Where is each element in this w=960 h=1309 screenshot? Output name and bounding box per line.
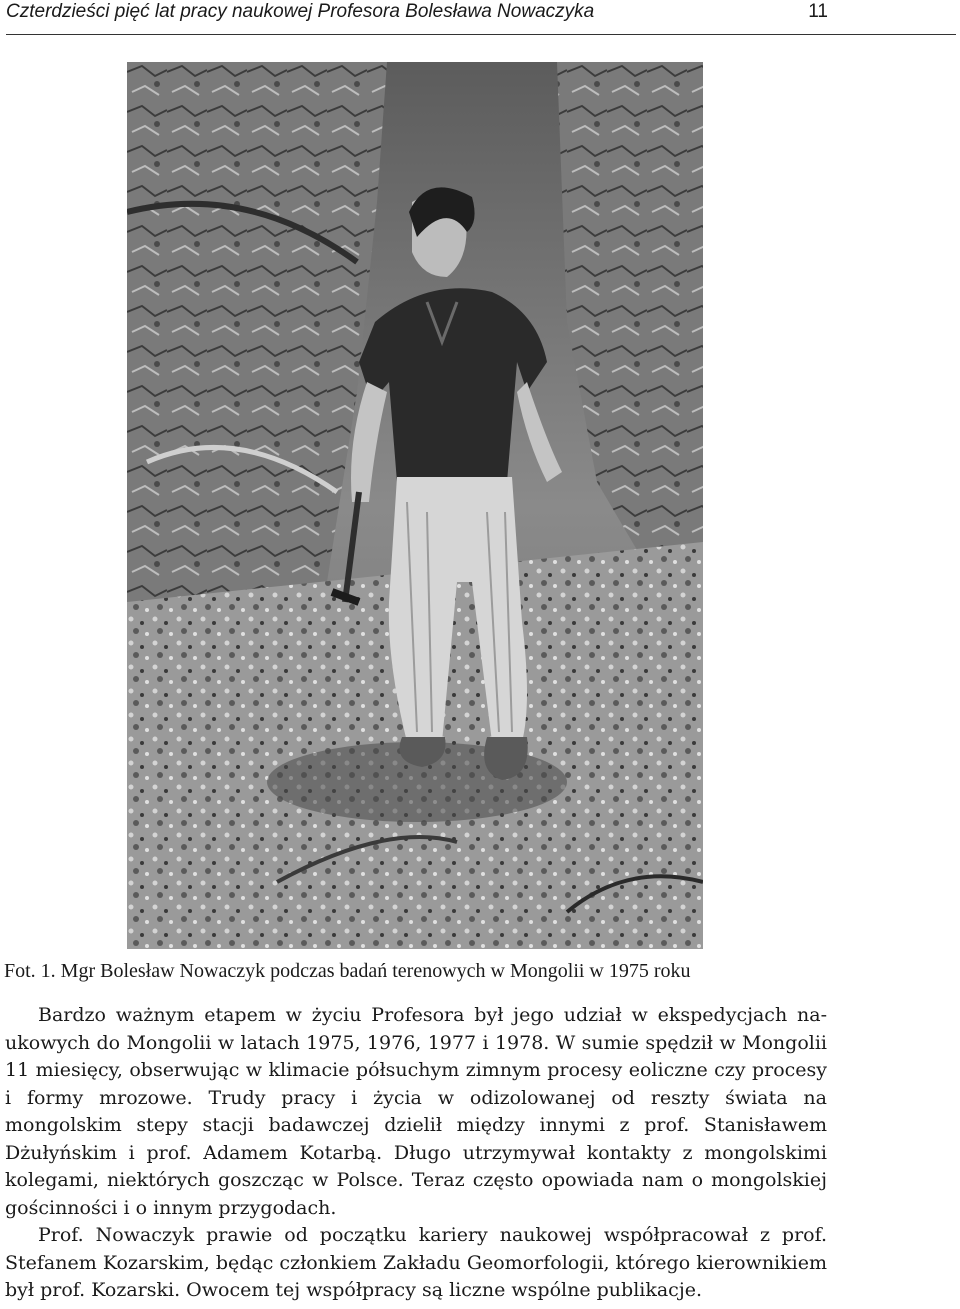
photo-man-with-hammer-icon bbox=[127, 62, 703, 949]
header-rule bbox=[6, 34, 956, 35]
photograph bbox=[127, 62, 703, 949]
page-number: 11 bbox=[808, 1, 828, 22]
photo-caption: Fot. 1. Mgr Bolesław Nowaczyk podczas badań terenowych w Mongolii w 1975 roku bbox=[4, 960, 691, 982]
paragraph: Bardzo ważnym etapem w życiu Profesora był jego udział w ekspedycjach naukowych do Mongolii w latach 1975, 1976, 1977 i 1978. W sumie spędził w Mongolii 11 miesięcy, obserwując w klimacie półsuchym zimnym procesy eoliczne czy procesy i formy mrozowe. Trudy pracy i życia w odizolowanej od reszty świata na mongolskim stepy stacji badawczej dzielił między innymi z prof. Stanisławem Dżułyńskim i prof. Adamem Kotarbą. Długo utrzymywał kontakty z mongolskimi kolegami, niektórych goszcząc w Polsce. Teraz często opowiada nam o mongolskiej gościnności i o innym przygodach. bbox=[5, 1004, 827, 1219]
running-title: Czterdzieści pięć lat pracy naukowej Profesora Bolesława Nowaczyka bbox=[6, 1, 595, 22]
running-header bbox=[6, 0, 828, 30]
body-text bbox=[5, 1002, 827, 1305]
paragraph: Prof. Nowaczyk prawie od początku kariery naukowej współpracował z prof. Stefanem Kozarskim, będąc członkiem Zakładu Geomorfologii, którego kierownikiem był prof. Kozarski. Owocem tej współpracy są liczne wspólne publikacje. bbox=[5, 1224, 827, 1301]
